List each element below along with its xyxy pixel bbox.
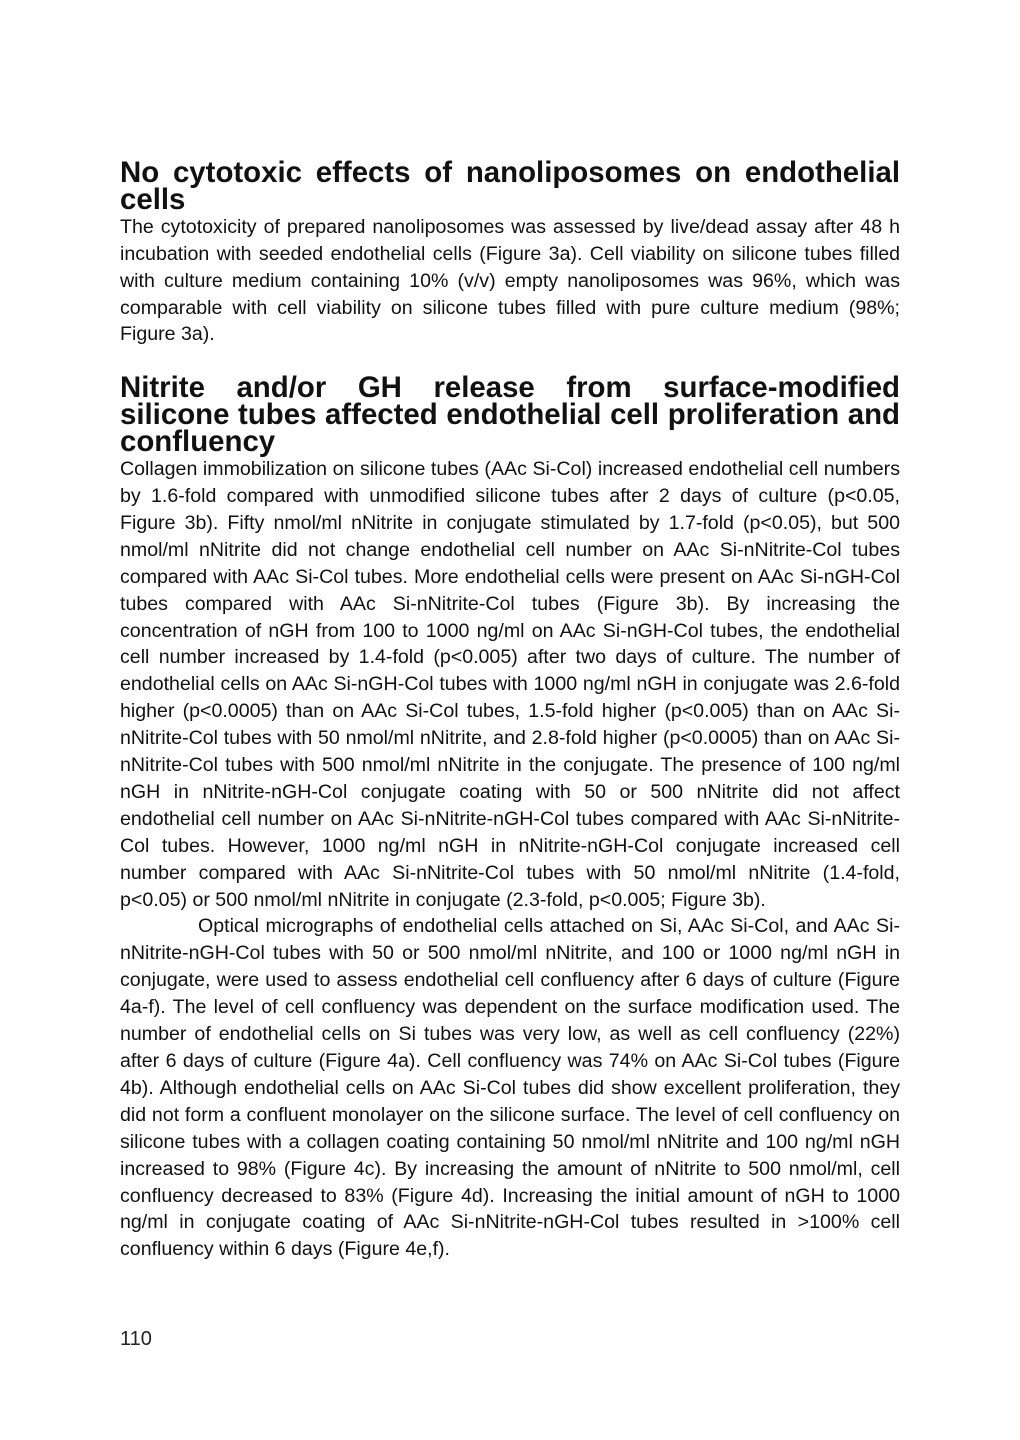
section-heading-cytotoxicity: No cytotoxic effects of nanoliposomes on endothelial cells bbox=[120, 156, 900, 216]
paragraph-proliferation: Collagen immobilization on silicone tubes (AAc Si-Col) increased endothelial cell numbers by 1.6-fold compared with unmodified silicone tubes after 2 days of culture (p<0.05, Figure 3b). Fifty nmol/ml nNitrite in conjugate stimulated by 1.7-fold (p<0.05), but 500 nmol/ml nNitrite did not change endothelial cell number on AAc Si-nNitrite-Col tubes compared with AAc Si-Col tubes. More endothelial cells were present on AAc Si-nGH-Col tubes compared with AAc Si-nNitrite-Col tubes (Figure 3b). By increasing the concentration of nGH from 100 to 1000 ng/ml on AAc Si-nGH-Col tubes, the endothelial cell number increased by 1.4-fold (p<0.005) after two days of culture. The number of endothelial cells on AAc Si-nGH-Col tubes with 1000 ng/ml nGH in conjugate was 2.6-fold higher (p<0.0005) than on AAc Si-Col tubes, 1.5-fold higher (p<0.005) than on AAc Si-nNitrite-Col tubes with 50 nmol/ml nNitrite, and 2.8-fold higher (p<0.0005) than on AAc Si-nNitrite-Col tubes with 500 nmol/ml nNitrite in the conjugate. The presence of 100 ng/ml nGH in nNitrite-nGH-Col conjugate coating with 50 or 500 nNitrite did not affect endothelial cell number on AAc Si-nNitrite-nGH-Col tubes compared with AAc Si-nNitrite-Col tubes. However, 1000 ng/ml nGH in nNitrite-nGH-Col conjugate increased cell number compared with AAc Si-nNitrite-Col tubes with 50 nmol/ml nNitrite (1.4-fold, p<0.05) or 500 nmol/ml nNitrite in conjugate (2.3-fold, p<0.005; Figure 3b). bbox=[120, 458, 900, 911]
page-body bbox=[120, 156, 900, 1263]
paragraph-confluency: Optical micrographs of endothelial cells attached on Si, AAc Si-Col, and AAc Si-nNitrite-nGH-Col tubes with 50 or 500 nmol/ml nNitrite, and 100 or 1000 ng/ml nGH in conjugate, were used to assess endothelial cell confluency after 6 days of culture (Figure 4a-f). The level of cell confluency was dependent on the surface modification used. The number of endothelial cells on Si tubes was very low, as well as cell confluency (22%) after 6 days of culture (Figure 4a). Cell confluency was 74% on AAc Si-Col tubes (Figure 4b). Although endothelial cells on AAc Si-Col tubes did show excellent proliferation, they did not form a confluent monolayer on the silicone surface. The level of cell confluency on silicone tubes with a collagen coating containing 50 nmol/ml nNitrite and 100 ng/ml nGH increased to 98% (Figure 4c). By increasing the amount of nNitrite to 500 nmol/ml, cell confluency decreased to 83% (Figure 4d). Increasing the initial amount of nGH to 1000 ng/ml in conjugate coating of AAc Si-nNitrite-nGH-Col tubes resulted in >100% cell confluency within 6 days (Figure 4e,f). bbox=[120, 915, 900, 1261]
page-number: 110 bbox=[120, 1328, 152, 1350]
paragraph-cytotoxicity: The cytotoxicity of prepared nanoliposomes was assessed by live/dead assay after 48 h incubation with seeded endothelial cells (Figure 3a). Cell viability on silicone tubes filled with culture medium containing 10% (v/v) empty nanoliposomes was 96%, which was comparable with cell viability on silicone tubes filled with pure culture medium (98%; Figure 3a). bbox=[120, 215, 900, 346]
section-heading-release: Nitrite and/or GH release from surface-modified silicone tubes affected endothelial cell proliferation and confluency bbox=[120, 371, 900, 459]
